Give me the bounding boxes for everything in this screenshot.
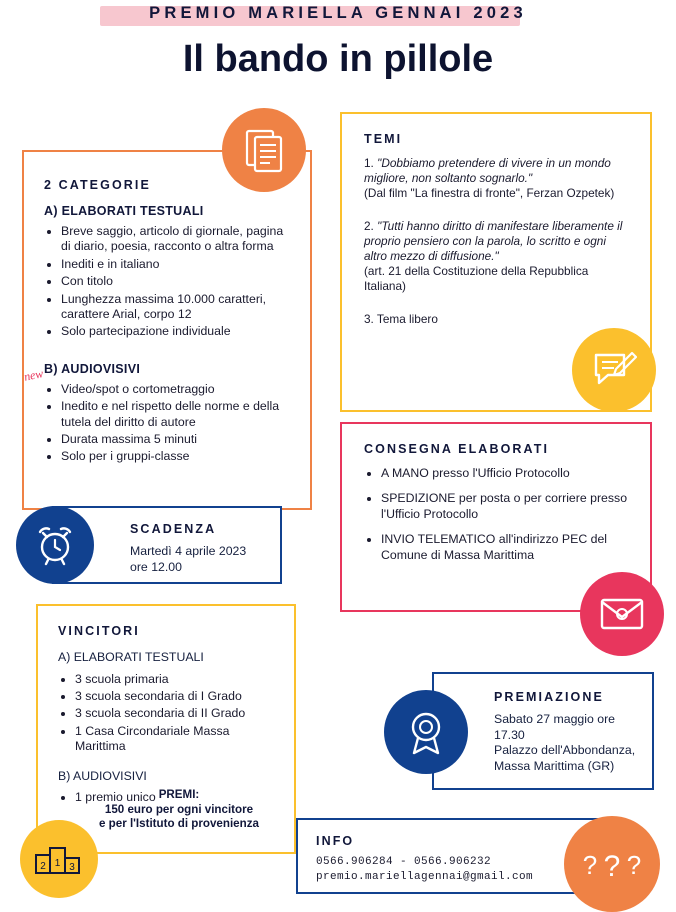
svg-text:?: ?	[603, 850, 621, 883]
list-item: • 1 premio unico	[75, 790, 282, 805]
consegna-heading: CONSEGNA ELABORATI	[364, 442, 550, 456]
info-phones: 0566.906284 - 0566.906232	[316, 856, 492, 868]
award-medal-icon	[384, 690, 468, 774]
scadenza-date: Martedì 4 aprile 2023	[130, 544, 247, 558]
premi-line-1: 150 euro per ogni vincitore	[104, 802, 254, 816]
temi-item	[364, 312, 632, 327]
scadenza-time: ore 12.00	[130, 559, 182, 574]
list-item: • Con titolo	[61, 274, 294, 289]
documents-icon	[222, 108, 306, 192]
premi-block	[64, 788, 294, 832]
list-item: • 3 scuola primaria	[75, 672, 282, 687]
scadenza-heading: SCADENZA	[130, 522, 217, 536]
page-kicker: PREMIO MARIELLA GENNAI 2023	[149, 4, 527, 22]
svg-text:3: 3	[69, 862, 75, 873]
list-item: • Inediti e in italiano	[61, 257, 294, 272]
alarm-clock-icon	[16, 506, 94, 584]
svg-text:?: ?	[582, 850, 598, 880]
list-item: • Video/spot o cortometraggio	[61, 382, 294, 397]
temi-quote: Tema libero	[376, 312, 438, 326]
info-email[interactable]: premio.mariellagennai@gmail.com	[316, 871, 534, 883]
temi-quote: "Tutti hanno diritto di manifestare liberamente il proprio pensiero con la parola, lo scritto e ogni altro mezzo di diffusione."	[364, 219, 623, 263]
premiazione-line-1: Sabato 27 maggio ore 17.30	[494, 712, 616, 742]
list-item: • 1 Casa Circondariale Massa Marittima	[75, 724, 282, 755]
list-item: • Inedito e nel rispetto delle norme e della tutela del diritto di autore	[61, 399, 294, 430]
list-item: • A MANO presso l'Ufficio Protocollo	[381, 466, 634, 481]
section-info	[296, 818, 608, 894]
list-item: • Solo partecipazione individuale	[61, 324, 294, 339]
speech-pen-icon	[572, 328, 656, 412]
list-item: • SPEDIZIONE per posta o per corriere presso l'Ufficio Protocollo	[381, 491, 634, 522]
svg-text:1: 1	[54, 858, 61, 869]
svg-text:?: ?	[626, 850, 642, 880]
temi-heading: TEMI	[364, 132, 403, 146]
premi-line-2: e per l'Istituto di provenienza	[99, 817, 259, 830]
mail-envelope-icon	[580, 572, 664, 656]
premiazione-line-3: Massa Marittima (GR)	[494, 758, 615, 773]
temi-quote: "Dobbiamo pretendere di vivere in un mondo migliore, non soltanto sognarlo."	[364, 156, 611, 185]
list-item: • Durata massima 5 minuti	[61, 432, 294, 447]
list-item: • 3 scuola secondaria di I Grado	[75, 689, 282, 704]
question-marks-icon	[564, 816, 660, 912]
list-item: • 3 scuola secondaria di II Grado	[75, 706, 282, 721]
temi-number: 3.	[364, 312, 374, 326]
vincitori-section-a-list	[58, 672, 282, 755]
vincitori-section-b-title: B) AUDIOVISIVI	[58, 768, 147, 783]
temi-item	[364, 156, 632, 201]
list-item: • Solo per i gruppi-classe	[61, 449, 294, 464]
categorie-heading: 2 CATEGORIE	[44, 178, 151, 192]
temi-number: 2.	[364, 219, 374, 233]
temi-number: 1.	[364, 156, 374, 170]
categorie-section-b-list	[44, 382, 294, 465]
categorie-section-a-list	[44, 224, 294, 340]
temi-item	[364, 219, 632, 294]
poster-header	[0, 0, 676, 95]
premi-heading: PREMI:	[158, 788, 200, 801]
temi-source: (Dal film "La finestra di fronte", Ferzan Ozpetek)	[364, 186, 615, 200]
svg-text:2: 2	[40, 861, 46, 872]
premiazione-line-2: Palazzo dell'Abbondanza,	[494, 743, 636, 757]
vincitori-section-a-title: A) ELABORATI TESTUALI	[58, 650, 204, 664]
premiazione-heading: PREMIAZIONE	[494, 690, 604, 704]
consegna-list	[364, 466, 634, 563]
categorie-section-b-title: B) AUDIOVISIVI	[44, 361, 141, 376]
temi-source: (art. 21 della Costituzione della Repubblica Italiana)	[364, 264, 589, 293]
section-categorie	[22, 150, 312, 510]
vincitori-heading: VINCITORI	[58, 624, 140, 638]
new-badge: new	[22, 366, 45, 384]
list-item: • Breve saggio, articolo di giornale, pagina di diario, poesia, racconto o altra forma	[61, 224, 294, 255]
podium-icon	[20, 820, 98, 898]
info-heading: INFO	[316, 834, 355, 848]
list-item: • Lunghezza massima 10.000 caratteri, carattere Arial, corpo 12	[61, 292, 294, 323]
page-title: Il bando in pillole	[182, 38, 494, 80]
categorie-section-a-title: A) ELABORATI TESTUALI	[44, 204, 204, 218]
list-item: • INVIO TELEMATICO all'indirizzo PEC del Comune di Massa Marittima	[381, 532, 634, 563]
